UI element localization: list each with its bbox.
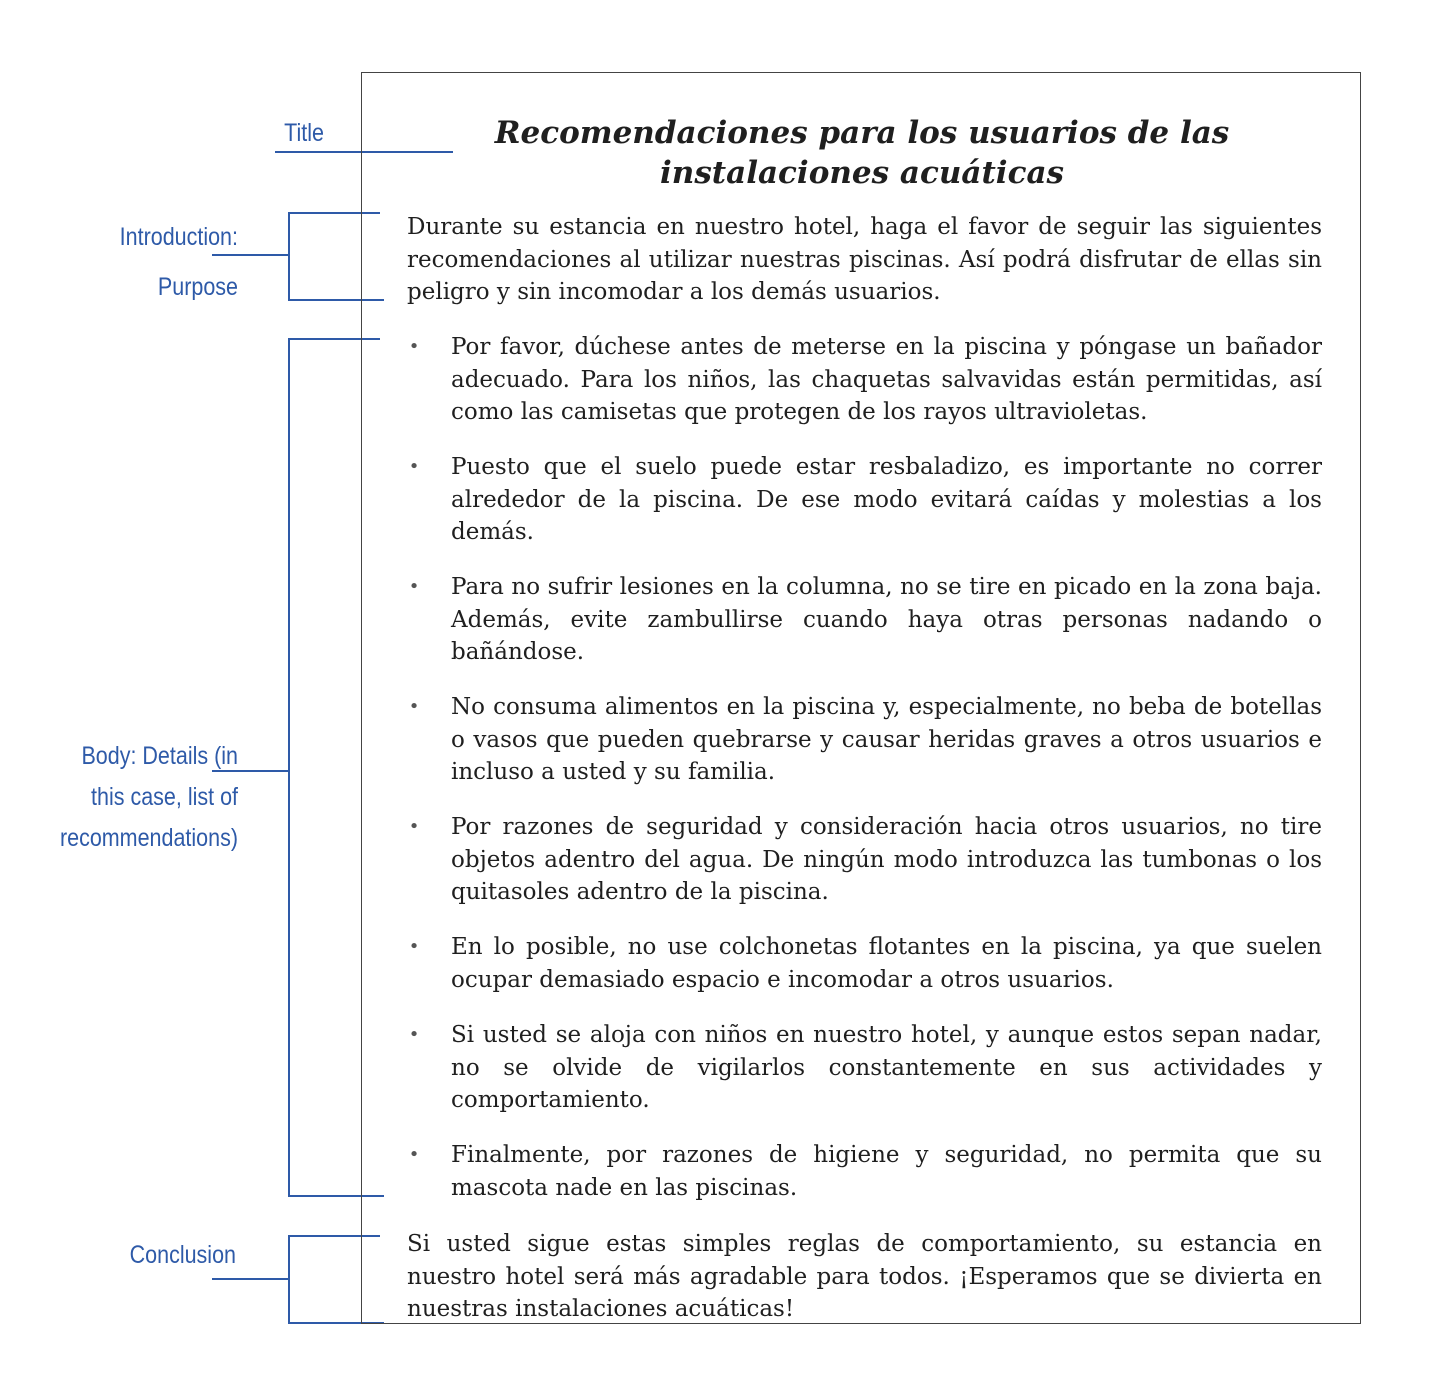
recommendation-text: Finalmente, por razones de higiene y seguridad, no permita que su mascota nade en las piscinas. [451,1142,1322,1201]
body-bracket-vertical [288,338,290,1196]
conclusion-bracket-tick [212,1278,289,1280]
annotation-title-label: Title [284,119,324,147]
recommendation-text: Por favor, dúchese antes de meterse en la piscina y póngase un bañador adecuado. Para los niños, las chaquetas salvavidas están permitidas, así como las camisetas que protegen de los rayos ultravioletas. [451,334,1322,425]
intro-bracket-vertical [288,212,290,300]
annotation-introduction-label [68,212,238,312]
recommendation-text: Para no sufrir lesiones en la columna, no se tire en picado en la zona baja. Además, evite zambullirse cuando haya otras personas nadando o bañándose. [451,574,1322,665]
annotation-body-label [51,736,238,859]
intro-bracket-tick [212,254,289,256]
bullet-icon: • [408,456,420,477]
introduction-paragraph: Durante su estancia en nuestro hotel, haga el favor de seguir las siguientes recomendaciones al utilizar nuestras piscinas. Así podrá disfrutar de ellas sin peligro y sin incomodar a los demás usuarios. [407,214,1322,305]
bullet-icon: • [408,816,420,837]
document-title-line2: instalaciones acuáticas [660,155,1064,191]
bullet-icon: • [408,696,420,717]
bullet-icon: • [408,1024,420,1045]
annotation-conclusion-label: Conclusion [129,1241,236,1269]
document-title [362,113,1362,193]
recommendation-text: Si usted se aloja con niños en nuestro hotel, y aunque estos sepan nadar, no se olvide de vigilarlos constantemente en sus actividades y comportamiento. [451,1022,1322,1113]
annotation-body-line1: Body: Details (in [81,742,239,770]
recommendation-text: No consuma alimentos en la piscina y, especialmente, no beba de botellas o vasos que pueden quebrarse y causar heridas graves a otros usuarios e incluso a usted y su familia. [451,694,1322,785]
document-title-line1: Recomendaciones para los usuarios de las [494,115,1230,151]
annotation-intro-line2: Purpose [157,273,238,301]
recommendation-text: Por razones de seguridad y consideración hacia otros usuarios, no tire objetos adentro del agua. De ningún modo introduzca las tumbonas o los quitasoles adentro de la piscina. [451,814,1322,905]
bullet-icon: • [408,936,420,957]
annotation-body-line3: recommendations) [59,824,239,852]
recommendation-text: En lo posible, no use colchonetas flotantes en la piscina, ya que suelen ocupar demasiado espacio e incomodar a otros usuarios. [451,934,1322,993]
recommendation-text: Puesto que el suelo puede estar resbaladizo, es importante no correr alrededor de la piscina. De ese modo evitará caídas y molestias a los demás. [451,454,1322,545]
annotation-body-line2: this case, list of [91,783,238,811]
body-bracket-tick [212,770,289,772]
bullet-icon: • [408,336,420,357]
bullet-icon: • [408,1144,420,1165]
bullet-icon: • [408,576,420,597]
annotation-intro-line1: Introduction: [119,223,238,251]
conclusion-paragraph: Si usted sigue estas simples reglas de comportamiento, su estancia en nuestro hotel será más agradable para todos. ¡Esperamos que se divierta en nuestras instalaciones acuáticas! [407,1231,1322,1322]
document-box [361,72,1361,1324]
